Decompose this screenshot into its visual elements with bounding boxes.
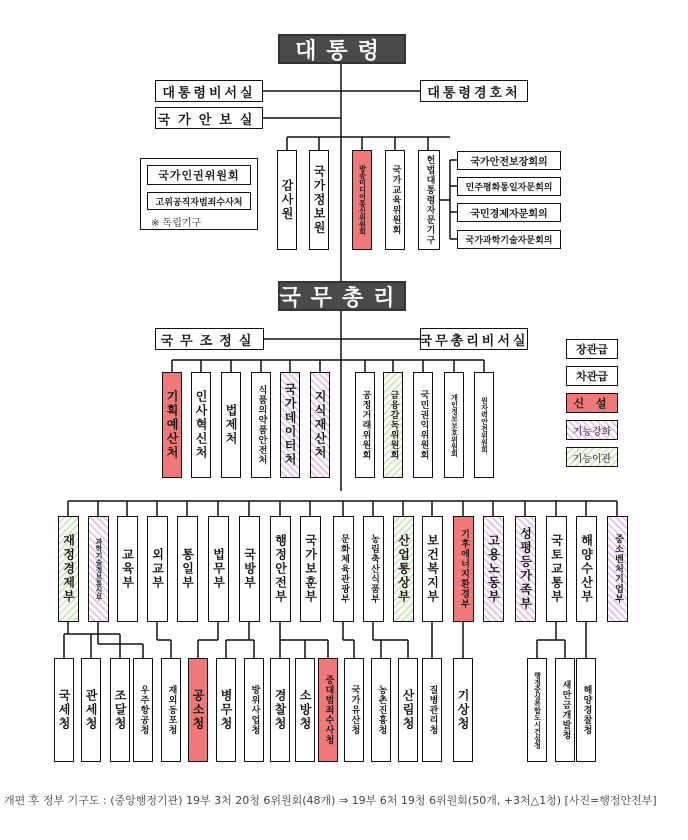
ministry-science-ict-label: 과학기술정보통신부 bbox=[95, 537, 103, 601]
agency-military-manpower bbox=[216, 658, 236, 762]
ministry-patriots-veterans-label: 국가보훈부 bbox=[303, 534, 318, 604]
agency-serious-crimes-investigation-label: 중대범죄수사청 bbox=[323, 675, 334, 745]
pm-office-label: 국무조정실 bbox=[160, 333, 259, 349]
legend-vice-minister-level bbox=[566, 366, 618, 386]
ministry-culture-sports-tourism-label: 문화체육관광부 bbox=[339, 534, 349, 604]
ministry-smes-startups-label: 중소벤처기업부 bbox=[613, 534, 623, 604]
agency-police bbox=[270, 658, 290, 762]
legend-minister-level-label: 장관급 bbox=[576, 343, 608, 356]
legend-new-label: 신 설 bbox=[573, 397, 611, 410]
council-economic-advisory bbox=[457, 203, 561, 222]
cio-office-label: 고위공직자범죄수사처 bbox=[155, 197, 243, 208]
agency-heritage-label: 국가유산청 bbox=[349, 685, 360, 735]
ministry-health-welfare bbox=[422, 516, 443, 622]
agency-coast-guard-label: 해양경찰청 bbox=[581, 685, 592, 735]
independent-bodies-box bbox=[140, 158, 258, 230]
ministry-interior-safety bbox=[270, 516, 291, 622]
legend-new bbox=[566, 393, 618, 413]
agency-defense-acquisition bbox=[244, 658, 264, 762]
agency-prosecution bbox=[188, 658, 208, 762]
agency-serious-crimes-investigation bbox=[318, 658, 338, 762]
pm-agency-nuclear-safety bbox=[474, 372, 494, 478]
ministry-unification-label: 통일부 bbox=[180, 548, 195, 590]
council-national-security-label: 국가안전보장회의 bbox=[470, 157, 548, 168]
ministry-health-welfare-label: 보건복지부 bbox=[425, 534, 440, 604]
council-science-technology bbox=[457, 230, 561, 249]
ministry-agriculture-label: 농림축산식품부 bbox=[369, 534, 379, 604]
ministry-education-label: 교육부 bbox=[120, 548, 135, 590]
ministry-gender-equality-family bbox=[515, 516, 536, 622]
council-national-security bbox=[457, 151, 561, 170]
board-of-audit-box bbox=[277, 150, 297, 250]
agency-military-manpower-label: 병무청 bbox=[219, 689, 233, 731]
ministry-defense bbox=[239, 516, 260, 622]
agency-disease-control bbox=[422, 658, 442, 762]
cio-office-box bbox=[147, 192, 251, 210]
nis-box bbox=[309, 150, 329, 250]
agency-disease-control-label: 질병관리청 bbox=[427, 685, 438, 735]
ministry-gender-equality-family-label: 성평등가족부 bbox=[518, 527, 533, 611]
national-education-commission-label: 국가교육위원회 bbox=[390, 165, 401, 235]
agency-coast-guard bbox=[576, 658, 596, 762]
pm-agency-financial-supervision bbox=[383, 372, 403, 478]
pm-agency-planning-budget bbox=[162, 372, 182, 478]
constitutional-advisory-label: 헌법대통령자문기구 bbox=[424, 155, 435, 245]
pm-agency-civil-rights-label: 국민권익위원회 bbox=[418, 390, 429, 460]
pm-agency-data bbox=[280, 372, 300, 478]
ministry-industry-trade bbox=[393, 516, 414, 622]
council-peaceful-unification-label: 민주평화통일자문회의 bbox=[465, 183, 553, 193]
broadcast-media-commission-label: 방송미디어통신위원회 bbox=[358, 165, 367, 235]
legend-vice-minister-level-label: 차관급 bbox=[576, 370, 608, 383]
secretariat-box bbox=[155, 80, 263, 102]
ministry-justice bbox=[208, 516, 229, 622]
pm-agency-legislation-label: 법제처 bbox=[224, 404, 238, 446]
pm-agency-legislation bbox=[221, 372, 241, 478]
ministry-employment-labor-label: 고용노동부 bbox=[486, 534, 501, 604]
ministry-economy-finance-label: 재정경제부 bbox=[61, 534, 76, 604]
agency-fire bbox=[295, 658, 315, 762]
ministry-land-transport bbox=[546, 516, 567, 622]
ministry-industry-trade-label: 산업통상부 bbox=[396, 534, 411, 604]
pm-agency-ip bbox=[310, 372, 330, 478]
ministry-foreign-affairs bbox=[147, 516, 168, 622]
agency-national-tax-label: 국세청 bbox=[57, 689, 71, 731]
ministry-land-transport-label: 국토교통부 bbox=[549, 534, 564, 604]
pm-agency-financial-supervision-label: 금융감독위원회 bbox=[388, 390, 399, 460]
pm-secretariat-label: 국무총리비서실 bbox=[419, 333, 529, 349]
pm-agency-privacy-label: 개인정보보호위원회 bbox=[450, 393, 459, 457]
ministry-foreign-affairs-label: 외교부 bbox=[150, 548, 165, 590]
agency-forest-label: 산림청 bbox=[401, 689, 415, 731]
agency-customs bbox=[81, 658, 101, 762]
ministry-science-ict bbox=[88, 516, 109, 622]
prime-minister-label: 국무총리 bbox=[279, 285, 405, 311]
ministry-economy-finance bbox=[58, 516, 79, 622]
legend-transferred bbox=[566, 447, 618, 467]
ministry-climate-energy-environment-label: 기후에너지환경부 bbox=[459, 529, 469, 609]
ministry-education bbox=[117, 516, 138, 622]
legend-strengthened bbox=[566, 420, 618, 440]
pm-agency-personnel-label: 인사혁신처 bbox=[194, 390, 208, 460]
figure-caption: 개편 후 정부 기구도 : (중앙행정기관) 19부 3처 20청 6위원회(48개) ⇒ 19부 6처 19청 6위원회(50개, +3처△1청) [사진=행정안전부] bbox=[4, 794, 657, 807]
legend-minister-level bbox=[566, 339, 618, 359]
security-service-box bbox=[420, 80, 528, 102]
pm-agency-nuclear-safety-label: 원자력안전위원회 bbox=[480, 397, 489, 453]
ministry-patriots-veterans bbox=[300, 516, 321, 622]
agency-forest bbox=[398, 658, 418, 762]
legend-strengthened-label: 기능강화 bbox=[572, 426, 612, 438]
president-box bbox=[278, 34, 406, 64]
agency-overseas-koreans-label: 재외동포청 bbox=[166, 685, 177, 735]
agency-overseas-koreans bbox=[161, 658, 181, 762]
agency-defense-acquisition-label: 방위사업청 bbox=[249, 685, 260, 735]
pm-agency-data-label: 국가데이터처 bbox=[283, 383, 297, 467]
pm-agency-privacy bbox=[444, 372, 464, 478]
national-security-office-box bbox=[155, 107, 263, 129]
ministry-oceans-fisheries-label: 해양수산부 bbox=[579, 534, 594, 604]
human-rights-commission-label: 국가인권위원회 bbox=[158, 169, 240, 182]
security-service-label: 대통령경호처 bbox=[427, 85, 521, 101]
secretariat-label: 대통령비서실 bbox=[162, 85, 256, 101]
pm-agency-ip-label: 지식재산처 bbox=[313, 390, 327, 460]
agency-space bbox=[133, 658, 153, 762]
ministry-oceans-fisheries bbox=[576, 516, 597, 622]
agency-prosecution-label: 공소청 bbox=[191, 689, 205, 731]
agency-meteorological-label: 기상청 bbox=[456, 689, 470, 731]
agency-fire-label: 소방청 bbox=[298, 689, 312, 731]
council-peaceful-unification bbox=[457, 177, 561, 196]
agency-multifunctional-city-label: 행정중심복합도시건설청 bbox=[533, 671, 542, 749]
prime-minister-box bbox=[278, 281, 406, 311]
council-economic-advisory-label: 국민경제자문회의 bbox=[470, 209, 548, 220]
agency-meteorological bbox=[453, 658, 473, 762]
agency-procurement bbox=[110, 658, 130, 762]
agency-space-label: 우주항공청 bbox=[138, 685, 149, 735]
agency-saemangeum-label: 새만금개발청 bbox=[560, 680, 571, 740]
president-label: 대통령 bbox=[295, 38, 389, 64]
broadcast-media-commission-box bbox=[352, 150, 372, 250]
national-education-commission-box bbox=[385, 150, 405, 250]
pm-secretariat-box bbox=[420, 328, 528, 350]
ministry-unification bbox=[177, 516, 198, 622]
nis-label: 국가정보원 bbox=[312, 165, 326, 235]
legend-transferred-label: 기능이관 bbox=[572, 453, 612, 465]
human-rights-commission-box bbox=[147, 165, 251, 185]
agency-rural-development bbox=[371, 658, 391, 762]
agency-national-tax bbox=[54, 658, 74, 762]
pm-agency-fair-trade-label: 공정거래위원회 bbox=[360, 390, 371, 460]
ministry-interior-safety-label: 행정안전부 bbox=[273, 534, 288, 604]
pm-agency-food-drug bbox=[251, 372, 271, 478]
council-science-technology-label: 국가과학기술자문회의 bbox=[465, 236, 553, 246]
pm-agency-fair-trade bbox=[355, 372, 375, 478]
ministry-defense-label: 국방부 bbox=[242, 548, 257, 590]
independent-note: ※ 독립기구 bbox=[151, 218, 202, 229]
agency-customs-label: 관세청 bbox=[84, 689, 98, 731]
ministry-smes-startups bbox=[607, 516, 628, 622]
pm-agency-planning-budget-label: 기획예산처 bbox=[165, 390, 179, 460]
agency-procurement-label: 조달청 bbox=[113, 689, 127, 731]
pm-agency-food-drug-label: 식품의약품안전처 bbox=[256, 385, 267, 465]
ministry-culture-sports-tourism bbox=[333, 516, 354, 622]
agency-saemangeum bbox=[555, 658, 575, 762]
ministry-justice-label: 법무부 bbox=[211, 548, 226, 590]
pm-office-box bbox=[155, 328, 264, 350]
agency-multifunctional-city bbox=[527, 658, 547, 762]
agency-heritage bbox=[344, 658, 364, 762]
agency-rural-development-label: 농촌진흥청 bbox=[376, 685, 387, 735]
national-security-office-label: 국가안보실 bbox=[157, 112, 261, 128]
ministry-climate-energy-environment bbox=[453, 516, 474, 622]
agency-police-label: 경찰청 bbox=[273, 689, 287, 731]
ministry-employment-labor bbox=[483, 516, 504, 622]
board-of-audit-label: 감사원 bbox=[280, 179, 294, 221]
constitutional-advisory-box bbox=[418, 150, 440, 250]
pm-agency-civil-rights bbox=[413, 372, 433, 478]
pm-agency-personnel bbox=[191, 372, 211, 478]
ministry-agriculture bbox=[363, 516, 384, 622]
